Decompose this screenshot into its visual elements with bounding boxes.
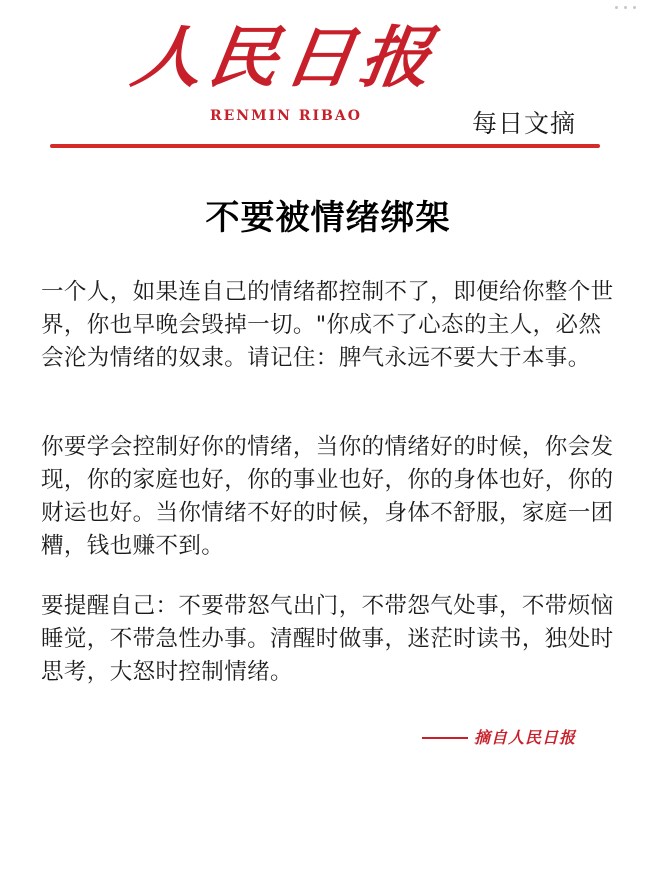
more-options-icon[interactable] <box>615 6 636 9</box>
article-paragraph-2: 你要学会控制好你的情绪，当你的情绪好的时候，你会发现，你的家庭也好，你的事业也好，你的身体也好，你的财运也好。当你情绪不好的时候，身体不舒服，家庭一团糟，钱也赚不到。 <box>41 434 614 559</box>
masthead-logo-title: 人民日报 <box>126 18 442 97</box>
column-name: 每日文摘 <box>472 109 577 138</box>
masthead <box>126 18 458 110</box>
source-label: 摘自人民日报 <box>474 728 577 747</box>
header-divider <box>50 144 600 148</box>
masthead-pinyin: RENMIN RIBAO <box>210 108 362 124</box>
article-source <box>422 726 576 750</box>
dot <box>624 6 627 9</box>
dot <box>615 6 618 9</box>
article-paragraph-3: 要提醒自己：不要带怒气出门，不带怨气处事，不带烦恼睡觉，不带急性办事。清醒时做事，迷茫时读书，独处时思考，大怒时控制情绪。 <box>41 593 614 685</box>
article-paragraph-1: 一个人，如果连自己的情绪都控制不了，即便给你整个世界，你也早晚会毁掉一切。"你成不了心态的主人，必然会沦为情绪的奴隶。请记住：脾气永远不要大于本事。 <box>41 279 614 371</box>
source-dash <box>422 737 468 739</box>
article-headline: 不要被情绪绑架 <box>205 198 451 238</box>
dot <box>633 6 636 9</box>
